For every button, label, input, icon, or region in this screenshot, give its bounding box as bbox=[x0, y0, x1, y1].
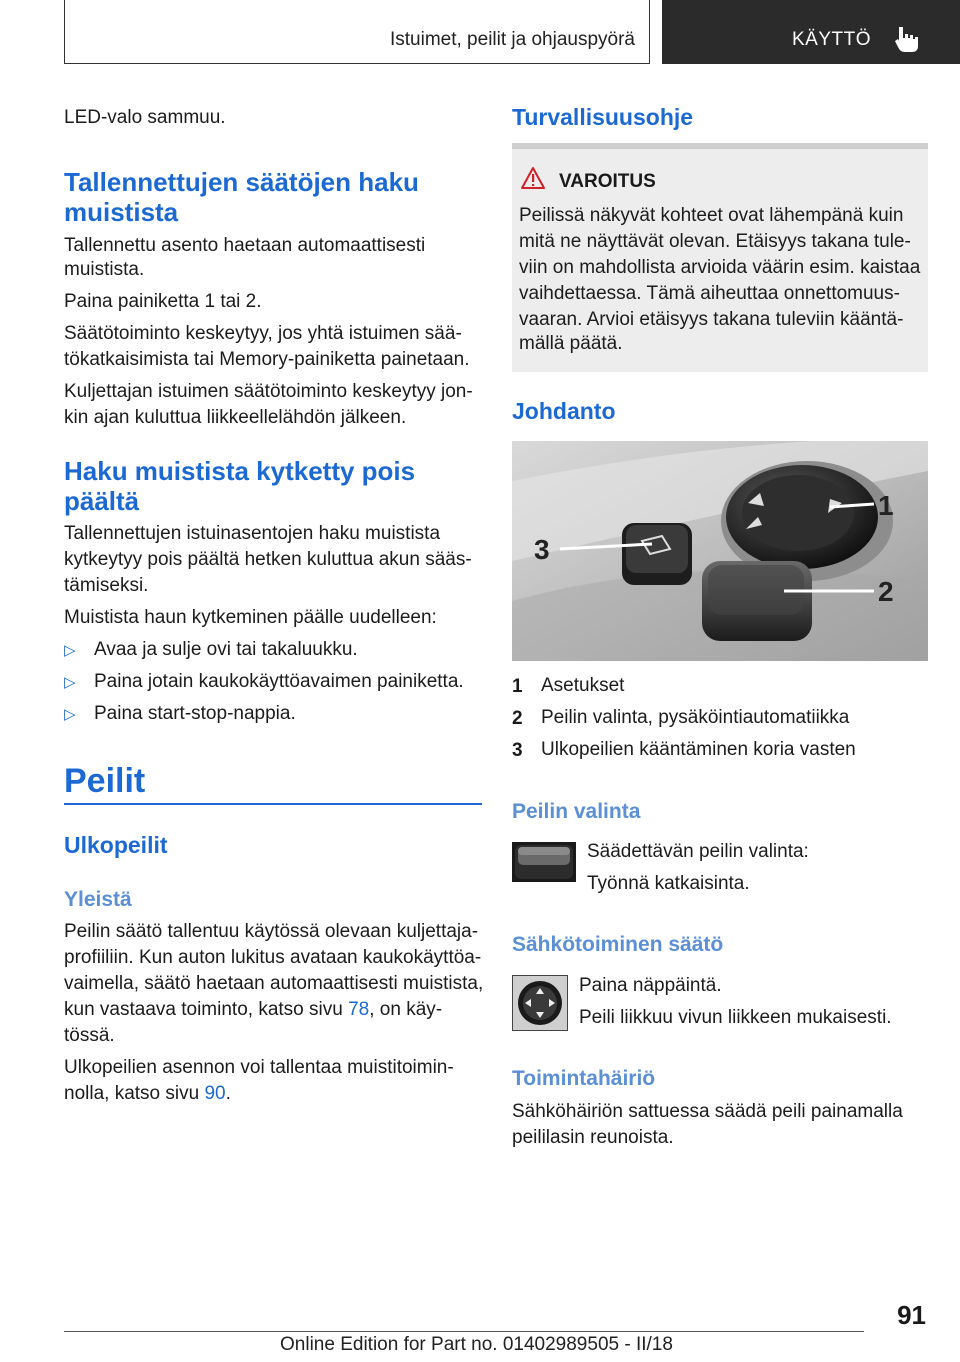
recall-paragraph-1-line2: muistista. bbox=[64, 259, 145, 280]
bullet-item: Paina jotain kaukokäyttöavaimen painiketta. bbox=[94, 671, 464, 692]
warning-text-line: mällä päätä. bbox=[519, 333, 623, 354]
recall-paragraph-4-line2: kin ajan kuluttua liikkeellelähdön jälkeen. bbox=[64, 407, 407, 428]
header-chapter-title: KÄYTTÖ bbox=[792, 29, 872, 50]
pointing-hand-icon bbox=[894, 24, 920, 54]
legend-text: Ulkopeilien kääntäminen koria vasten bbox=[541, 739, 856, 760]
legend-text: Peilin valinta, pysäköintiautomatiikka bbox=[541, 707, 850, 728]
photo-callout-2: 2 bbox=[878, 576, 894, 607]
legend-text: Asetukset bbox=[541, 675, 625, 696]
malfunction-text-line2: peililasin reunoista. bbox=[512, 1127, 674, 1148]
photo-callout-3: 3 bbox=[534, 534, 550, 565]
warning-text-line: mitä ne näyttävät olevan. Etäisyys takana tule‐ bbox=[519, 231, 911, 252]
page-link-78[interactable]: 78 bbox=[348, 999, 370, 1020]
page-number: 91 bbox=[897, 1300, 926, 1330]
heading-electric-adjust: Sähkötoiminen säätö bbox=[512, 933, 724, 956]
store-paragraph-line1: Ulkopeilien asennon voi tallentaa muistitoimin‐ bbox=[64, 1057, 454, 1078]
mirror-select-switch-icon bbox=[512, 842, 576, 882]
mirror-select-text-2: Työnnä katkaisinta. bbox=[587, 873, 750, 894]
general-paragraph-line2: profiiliin. Kun auton lukitus avataan kaukokäyttöa‐ bbox=[64, 947, 482, 968]
legend-number: 1 bbox=[512, 676, 523, 697]
header-section-title: Istuimet, peilit ja ohjauspyörä bbox=[389, 29, 635, 50]
warning-triangle-icon bbox=[520, 166, 546, 190]
legend-number: 3 bbox=[512, 740, 523, 761]
mirror-controls-photo bbox=[512, 441, 928, 661]
malfunction-text-line1: Sähköhäiriön sattuessa säädä peili painamalla bbox=[512, 1101, 903, 1122]
store-line2-suffix: . bbox=[225, 1083, 231, 1104]
bullet-triangle-icon: ▷ bbox=[64, 706, 76, 723]
legend-number: 2 bbox=[512, 708, 523, 729]
footer-edition: Online Edition for Part no. 01402989505 - II/18 bbox=[280, 1334, 673, 1355]
intro-text: LED-valo sammuu. bbox=[64, 107, 226, 128]
heading-recall-off-line1: Haku muistista kytketty pois bbox=[64, 456, 416, 486]
general-line4-suffix: , on käy‐ bbox=[369, 999, 443, 1020]
heading-recall-line1: Tallennettujen säätöjen haku bbox=[64, 167, 419, 197]
bullet-triangle-icon: ▷ bbox=[64, 674, 76, 691]
off-paragraph-2: Muistista haun kytkeminen päälle uudelleen: bbox=[64, 607, 437, 628]
mirror-joystick-icon bbox=[512, 975, 568, 1031]
chapter-title: Peilit bbox=[64, 762, 146, 800]
heading-general: Yleistä bbox=[64, 888, 132, 911]
page-link-90[interactable]: 90 bbox=[204, 1083, 226, 1104]
warning-title: VAROITUS bbox=[559, 171, 656, 192]
bullet-triangle-icon: ▷ bbox=[64, 642, 76, 659]
recall-paragraph-2: Paina painiketta 1 tai 2. bbox=[64, 291, 262, 312]
warning-text-line: viin on mahdollista arvioida väärin esim. kaistaa bbox=[519, 257, 921, 278]
store-paragraph-line2 bbox=[64, 1080, 231, 1108]
general-paragraph-line4 bbox=[64, 996, 442, 1024]
off-paragraph-line3: tämiseksi. bbox=[64, 575, 149, 596]
general-paragraph-line3: vaimella, säätö haetaan automaattisesti muistista, bbox=[64, 973, 484, 994]
recall-paragraph-3-line1: Säätötoiminto keskeytyy, jos yhtä istuimen sää‐ bbox=[64, 323, 462, 344]
heading-recall-line2: muistista bbox=[64, 197, 179, 227]
off-paragraph-line1: Tallennettujen istuinasentojen haku muistista bbox=[64, 523, 441, 544]
electric-adjust-text-1: Paina näppäintä. bbox=[579, 975, 722, 996]
off-paragraph-line2: kytkeytyy pois päältä hetken kuluttua akun sääs‐ bbox=[64, 549, 472, 570]
bullet-item: Paina start-stop-nappia. bbox=[94, 703, 296, 724]
heading-outer-mirrors: Ulkopeilit bbox=[64, 832, 168, 858]
header-section-tab bbox=[64, 0, 650, 64]
heading-mirror-select: Peilin valinta bbox=[512, 800, 641, 823]
electric-adjust-text-2: Peili liikkuu vivun liikkeen mukaisesti. bbox=[579, 1007, 892, 1028]
heading-introduction: Johdanto bbox=[512, 398, 616, 424]
general-paragraph-line5: tössä. bbox=[64, 1025, 115, 1046]
general-line4-text: kun vastaava toiminto, katso sivu bbox=[64, 999, 349, 1020]
heading-safety: Turvallisuusohje bbox=[512, 104, 694, 130]
warning-text-line: Peilissä näkyvät kohteet ovat lähempänä kuin bbox=[519, 205, 904, 226]
recall-paragraph-4-line1: Kuljettajan istuimen säätötoiminto keskeytyy jon‐ bbox=[64, 381, 473, 402]
footer-divider bbox=[64, 1331, 864, 1332]
chapter-divider bbox=[64, 803, 482, 805]
warning-text-line: vaaran. Arvioi etäisyys takana tuleviin kääntä‐ bbox=[519, 309, 904, 330]
general-paragraph-line1: Peilin säätö tallentuu käytössä olevaan kuljettaja‐ bbox=[64, 921, 479, 942]
heading-malfunction: Toimintahäiriö bbox=[512, 1067, 656, 1090]
photo-callout-1: 1 bbox=[878, 490, 894, 521]
recall-paragraph-1-line1: Tallennettu asento haetaan automaattisesti bbox=[64, 235, 426, 256]
store-line2-text: nolla, katso sivu bbox=[64, 1083, 205, 1104]
recall-paragraph-3-line2: tökatkaisimista tai Memory-painiketta painetaan. bbox=[64, 349, 470, 370]
bullet-item: Avaa ja sulje ovi tai takaluukku. bbox=[94, 639, 358, 660]
mirror-select-text-1: Säädettävän peilin valinta: bbox=[587, 841, 809, 862]
warning-text-line: vaihdettaessa. Tämä aiheuttaa onnettomuus‐ bbox=[519, 283, 900, 304]
heading-recall-off-line2: päältä bbox=[64, 486, 140, 516]
